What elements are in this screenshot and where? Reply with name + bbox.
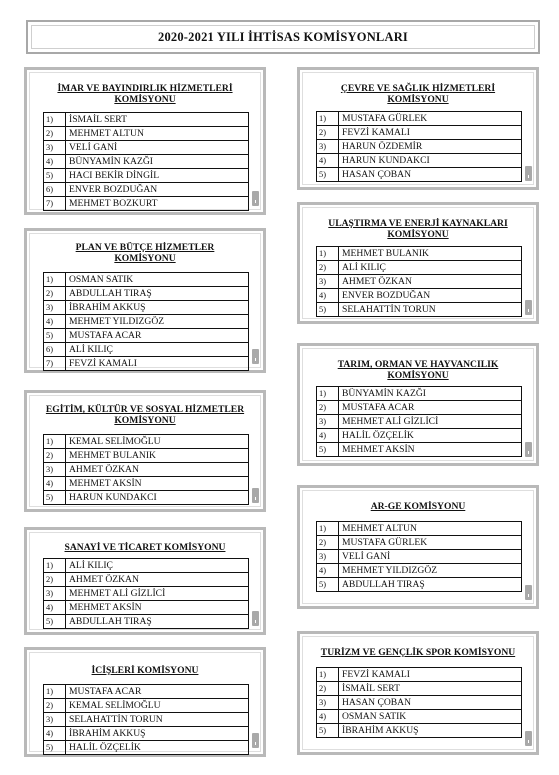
member-row bbox=[317, 564, 522, 578]
member-row bbox=[317, 247, 522, 261]
commission-icisleri-panel bbox=[24, 647, 266, 757]
members-table bbox=[43, 558, 249, 629]
member-name: MEHMET AKSİN bbox=[66, 601, 249, 615]
member-number: 4) bbox=[44, 727, 66, 741]
member-name: OSMAN SATIK bbox=[66, 273, 249, 287]
member-name: MEHMET ALİ GİZLİCİ bbox=[66, 587, 249, 601]
member-name: MEHMET YILDIZGÖZ bbox=[339, 564, 522, 578]
member-name: İBRAHİM AKKUŞ bbox=[66, 301, 249, 315]
member-row bbox=[44, 357, 249, 371]
member-name: MEHMET AKSİN bbox=[66, 477, 249, 491]
member-number: 3) bbox=[44, 713, 66, 727]
member-row bbox=[317, 550, 522, 564]
member-name: MUSTAFA ACAR bbox=[66, 329, 249, 343]
member-row bbox=[44, 343, 249, 357]
member-name: MEHMET BULANIK bbox=[66, 449, 249, 463]
member-name: HALİL ÖZÇELİK bbox=[66, 741, 249, 755]
commission-title-line: KOMİSYONU bbox=[387, 370, 449, 381]
member-name: MUSTAFA ACAR bbox=[339, 401, 522, 415]
member-name: HARUN KUNDAKCI bbox=[66, 491, 249, 505]
member-row bbox=[317, 289, 522, 303]
member-number: 2) bbox=[317, 261, 339, 275]
page-tab-icon bbox=[252, 733, 259, 748]
member-number: 6) bbox=[44, 183, 66, 197]
member-number: 1) bbox=[44, 559, 66, 573]
member-name: HASAN ÇOBAN bbox=[339, 168, 522, 182]
member-row bbox=[44, 685, 249, 699]
member-name: HARUN ÖZDEMİR bbox=[339, 140, 522, 154]
member-row bbox=[317, 275, 522, 289]
member-number: 4) bbox=[44, 477, 66, 491]
member-number: 5) bbox=[44, 741, 66, 755]
page-tab-icon bbox=[252, 191, 259, 206]
member-row bbox=[44, 713, 249, 727]
commission-title-line: İMAR VE BAYINDIRLIK HİZMETLERİ bbox=[57, 83, 233, 94]
member-name: MUSTAFA GÜRLEK bbox=[339, 536, 522, 550]
member-row bbox=[317, 261, 522, 275]
member-name: HARUN KUNDAKCI bbox=[339, 154, 522, 168]
member-number: 2) bbox=[317, 682, 339, 696]
commission-title-line: TURİZM VE GENÇLİK SPOR KOMİSYONU bbox=[320, 647, 516, 658]
member-number: 4) bbox=[44, 601, 66, 615]
commission-title bbox=[306, 218, 530, 240]
member-row bbox=[44, 491, 249, 505]
commission-ulastirma-panel bbox=[297, 202, 539, 324]
commission-title-line: KOMİSYONU bbox=[387, 94, 449, 105]
member-name: HASAN ÇOBAN bbox=[339, 696, 522, 710]
member-name: MUSTAFA GÜRLEK bbox=[339, 112, 522, 126]
member-number: 2) bbox=[44, 287, 66, 301]
members-table bbox=[316, 246, 522, 317]
member-name: İBRAHİM AKKUŞ bbox=[66, 727, 249, 741]
member-row bbox=[44, 127, 249, 141]
commission-title-line: KOMİSYONU bbox=[114, 94, 176, 105]
member-number: 3) bbox=[44, 463, 66, 477]
member-number: 1) bbox=[44, 435, 66, 449]
member-row bbox=[317, 724, 522, 738]
members-table bbox=[316, 521, 522, 592]
member-number: 4) bbox=[317, 429, 339, 443]
member-row bbox=[317, 668, 522, 682]
member-number: 3) bbox=[317, 696, 339, 710]
member-number: 2) bbox=[44, 449, 66, 463]
commission-title-line: AR-GE KOMİSYONU bbox=[370, 501, 466, 512]
member-name: MUSTAFA ACAR bbox=[66, 685, 249, 699]
member-row bbox=[44, 301, 249, 315]
member-row bbox=[44, 197, 249, 211]
member-row bbox=[44, 741, 249, 755]
member-number: 1) bbox=[317, 522, 339, 536]
member-row bbox=[44, 141, 249, 155]
member-number: 1) bbox=[44, 273, 66, 287]
member-row bbox=[44, 155, 249, 169]
member-row bbox=[44, 463, 249, 477]
member-name: ABDULLAH TIRAŞ bbox=[66, 615, 249, 629]
commission-arge-panel bbox=[297, 485, 539, 609]
member-name: AHMET ÖZKAN bbox=[339, 275, 522, 289]
member-name: VELİ GANİ bbox=[66, 141, 249, 155]
page-title: 2020-2021 YILI İHTİSAS KOMİSYONLARI bbox=[158, 29, 408, 44]
member-name: OSMAN SATIK bbox=[339, 710, 522, 724]
member-row bbox=[44, 113, 249, 127]
member-row bbox=[44, 559, 249, 573]
commission-title bbox=[306, 647, 530, 658]
members-table bbox=[43, 272, 249, 371]
member-number: 5) bbox=[317, 443, 339, 457]
member-row bbox=[317, 140, 522, 154]
commission-plan-butce-panel bbox=[24, 228, 266, 373]
member-name: ENVER BOZDUĞAN bbox=[339, 289, 522, 303]
member-name: SELAHATTİN TORUN bbox=[339, 303, 522, 317]
member-row bbox=[44, 727, 249, 741]
member-number: 5) bbox=[44, 615, 66, 629]
member-number: 5) bbox=[317, 168, 339, 182]
member-name: MEHMET ALTUN bbox=[66, 127, 249, 141]
members-table bbox=[316, 111, 522, 182]
member-number: 2) bbox=[44, 573, 66, 587]
member-number: 2) bbox=[317, 126, 339, 140]
commission-title bbox=[306, 83, 530, 105]
members-table bbox=[43, 684, 249, 755]
member-name: BÜNYAMİN KAZĞI bbox=[339, 387, 522, 401]
member-number: 3) bbox=[317, 550, 339, 564]
commission-title-line: EGİTİM, KÜLTÜR VE SOSYAL HİZMETLER bbox=[45, 404, 245, 415]
member-name: KEMAL SELİMOĞLU bbox=[66, 699, 249, 713]
member-number: 1) bbox=[317, 668, 339, 682]
member-name: ALİ KILIÇ bbox=[66, 559, 249, 573]
member-number: 1) bbox=[317, 387, 339, 401]
commission-tarim-panel bbox=[297, 343, 539, 466]
member-row bbox=[44, 615, 249, 629]
member-name: ALİ KILIÇ bbox=[66, 343, 249, 357]
member-name: VELİ GANİ bbox=[339, 550, 522, 564]
member-number: 5) bbox=[44, 491, 66, 505]
member-name: HACI BEKİR DİNGİL bbox=[66, 169, 249, 183]
member-row bbox=[317, 168, 522, 182]
members-table bbox=[43, 434, 249, 505]
member-number: 3) bbox=[317, 415, 339, 429]
members-table bbox=[316, 667, 522, 738]
member-number: 4) bbox=[44, 155, 66, 169]
member-number: 3) bbox=[317, 275, 339, 289]
commission-title bbox=[33, 242, 257, 264]
page-tab-icon bbox=[525, 166, 532, 181]
member-number: 2) bbox=[317, 536, 339, 550]
page-tab-icon bbox=[525, 731, 532, 746]
member-name: KEMAL SELİMOĞLU bbox=[66, 435, 249, 449]
member-row bbox=[317, 387, 522, 401]
member-number: 5) bbox=[44, 329, 66, 343]
commission-title bbox=[33, 665, 257, 676]
page-tab-icon bbox=[525, 300, 532, 315]
commission-title-line: ÇEVRE VE SAĞLIK HİZMETLERİ bbox=[340, 83, 496, 94]
commission-cevre-panel bbox=[297, 67, 539, 190]
member-number: 5) bbox=[317, 724, 339, 738]
member-number: 1) bbox=[44, 685, 66, 699]
member-number: 3) bbox=[44, 141, 66, 155]
member-number: 3) bbox=[44, 587, 66, 601]
member-number: 4) bbox=[317, 289, 339, 303]
member-number: 7) bbox=[44, 357, 66, 371]
member-number: 3) bbox=[317, 140, 339, 154]
member-row bbox=[317, 401, 522, 415]
member-name: SELAHATTİN TORUN bbox=[66, 713, 249, 727]
members-table bbox=[43, 112, 249, 211]
page-tab-icon bbox=[525, 442, 532, 457]
member-name: MEHMET BOZKURT bbox=[66, 197, 249, 211]
member-number: 5) bbox=[317, 578, 339, 592]
commission-title-line: KOMİSYONU bbox=[114, 415, 176, 426]
commission-title bbox=[33, 542, 257, 553]
member-number: 2) bbox=[44, 127, 66, 141]
commission-title bbox=[306, 501, 530, 512]
member-name: MEHMET BULANIK bbox=[339, 247, 522, 261]
member-number: 4) bbox=[317, 154, 339, 168]
member-name: İSMAİL SERT bbox=[339, 682, 522, 696]
member-row bbox=[317, 429, 522, 443]
commission-title bbox=[33, 83, 257, 105]
member-row bbox=[44, 477, 249, 491]
commission-title bbox=[306, 359, 530, 381]
page-tab-icon bbox=[252, 349, 259, 364]
member-name: MEHMET ALTUN bbox=[339, 522, 522, 536]
member-row bbox=[44, 587, 249, 601]
member-row bbox=[44, 287, 249, 301]
member-number: 1) bbox=[317, 112, 339, 126]
member-name: MEHMET AKSİN bbox=[339, 443, 522, 457]
member-number: 4) bbox=[317, 710, 339, 724]
member-row bbox=[317, 126, 522, 140]
page-title-box bbox=[26, 20, 540, 54]
member-number: 5) bbox=[44, 169, 66, 183]
member-row bbox=[317, 112, 522, 126]
member-number: 2) bbox=[44, 699, 66, 713]
member-row bbox=[44, 435, 249, 449]
member-name: FEVZİ KAMALI bbox=[339, 126, 522, 140]
commission-turizm-panel bbox=[297, 631, 539, 755]
member-row bbox=[317, 578, 522, 592]
member-number: 1) bbox=[317, 247, 339, 261]
member-name: HALİL ÖZÇELİK bbox=[339, 429, 522, 443]
member-row bbox=[317, 522, 522, 536]
commission-title-line: İCİŞLERİ KOMİSYONU bbox=[91, 665, 199, 676]
member-name: İSMAİL SERT bbox=[66, 113, 249, 127]
member-number: 4) bbox=[44, 315, 66, 329]
page-tab-icon bbox=[252, 611, 259, 626]
commission-title-line: KOMİSYONU bbox=[387, 229, 449, 240]
commission-imar-panel bbox=[24, 67, 266, 215]
member-name: İBRAHİM AKKUŞ bbox=[339, 724, 522, 738]
commission-title-line: ULAŞTIRMA VE ENERJİ KAYNAKLARI bbox=[328, 218, 508, 229]
member-row bbox=[44, 273, 249, 287]
member-row bbox=[317, 682, 522, 696]
commission-title-line: KOMİSYONU bbox=[114, 253, 176, 264]
member-row bbox=[44, 449, 249, 463]
member-row bbox=[317, 536, 522, 550]
member-row bbox=[317, 154, 522, 168]
member-number: 6) bbox=[44, 343, 66, 357]
member-number: 1) bbox=[44, 113, 66, 127]
member-row bbox=[44, 601, 249, 615]
member-name: MEHMET YILDIZGÖZ bbox=[66, 315, 249, 329]
commission-egitim-panel bbox=[24, 390, 266, 512]
member-name: ENVER BOZDUĞAN bbox=[66, 183, 249, 197]
member-name: ABDULLAH TIRAŞ bbox=[66, 287, 249, 301]
member-row bbox=[317, 696, 522, 710]
page-tab-icon bbox=[252, 488, 259, 503]
commission-sanayi-panel bbox=[24, 527, 266, 635]
member-name: FEVZİ KAMALI bbox=[339, 668, 522, 682]
member-number: 2) bbox=[317, 401, 339, 415]
member-number: 3) bbox=[44, 301, 66, 315]
member-number: 4) bbox=[317, 564, 339, 578]
member-row bbox=[317, 443, 522, 457]
member-name: AHMET ÖZKAN bbox=[66, 573, 249, 587]
member-row bbox=[317, 710, 522, 724]
member-name: ALİ KILIÇ bbox=[339, 261, 522, 275]
commission-title-line: TARIM, ORMAN VE HAYVANCILIK bbox=[337, 359, 499, 370]
page-tab-icon bbox=[525, 585, 532, 600]
member-name: BÜNYAMİN KAZĞI bbox=[66, 155, 249, 169]
member-row bbox=[44, 169, 249, 183]
member-name: AHMET ÖZKAN bbox=[66, 463, 249, 477]
member-row bbox=[44, 183, 249, 197]
members-table bbox=[316, 386, 522, 457]
member-row bbox=[44, 329, 249, 343]
member-name: MEHMET ALİ GİZLİCİ bbox=[339, 415, 522, 429]
commission-title-line: SANAYİ VE TİCARET KOMİSYONU bbox=[64, 542, 226, 553]
member-name: ABDULLAH TIRAŞ bbox=[339, 578, 522, 592]
member-row bbox=[44, 573, 249, 587]
member-name: FEVZİ KAMALI bbox=[66, 357, 249, 371]
member-number: 7) bbox=[44, 197, 66, 211]
member-row bbox=[44, 699, 249, 713]
member-row bbox=[317, 415, 522, 429]
member-number: 5) bbox=[317, 303, 339, 317]
member-row bbox=[44, 315, 249, 329]
member-row bbox=[317, 303, 522, 317]
commission-title bbox=[33, 404, 257, 426]
commission-title-line: PLAN VE BÜTÇE HİZMETLER bbox=[75, 242, 215, 253]
